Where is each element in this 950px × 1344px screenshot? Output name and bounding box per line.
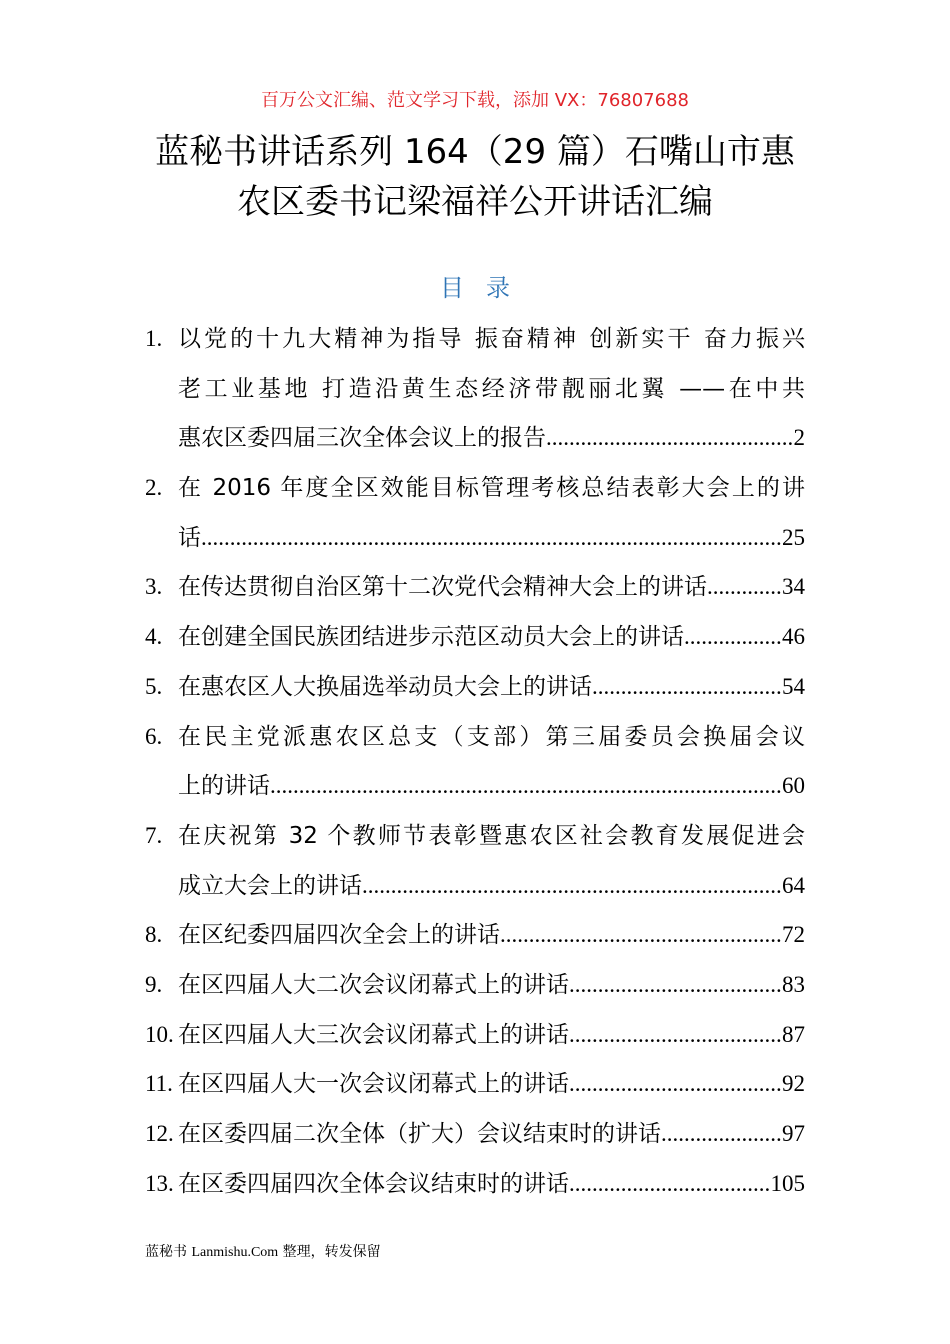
toc-entry-text [178, 666, 805, 716]
toc-entry-number [145, 765, 178, 815]
dot-leader [592, 666, 782, 716]
toc-entry-title: 在民主党派惠农区总支（支部）第三届委员会换届会议 [178, 723, 805, 750]
toc-entry-text [178, 566, 805, 616]
toc-entry-line[interactable] [145, 914, 805, 964]
toc-entry-text [178, 1063, 805, 1113]
toc-entry-title: 上的讲话 [178, 773, 270, 800]
toc-entry-text [178, 914, 805, 964]
toc-entry-text [178, 1113, 805, 1163]
toc-page-number: 34 [782, 574, 805, 600]
toc-entry-line[interactable] [145, 467, 805, 517]
toc-entry-title: 在创建全国民族团结进步示范区动员大会上的讲话 [178, 624, 684, 651]
toc-entry-title: 在惠农区人大换届选举动员大会上的讲话 [178, 673, 592, 700]
toc-entry-title: 在区四届人大二次会议闭幕式上的讲话 [178, 971, 569, 998]
toc-entry-number: 13. [145, 1170, 174, 1196]
toc-entry-number [145, 865, 178, 915]
footer-note: 整理，转发保留 [278, 1244, 381, 1260]
toc-page-number: 83 [782, 971, 805, 997]
toc-entry-number: 4. [145, 624, 163, 650]
toc-page-number: 2 [793, 425, 805, 451]
toc-entry-line[interactable] [145, 1113, 805, 1163]
toc-entry-number [145, 417, 178, 467]
dot-leader [684, 616, 782, 666]
toc-entry-number [145, 517, 178, 567]
toc-entry-title: 以党的十九大精神为指导 振奋精神 创新实干 奋力振兴 [178, 326, 805, 352]
toc-entry-line[interactable] [145, 964, 805, 1014]
toc-heading: 目录 [440, 274, 532, 302]
toc-entry-line[interactable] [145, 815, 805, 865]
toc-entry-title: 在区委四届二次全体（扩大）会议结束时的讲话 [178, 1121, 661, 1147]
dot-leader [569, 1063, 782, 1113]
toc-entry-text [178, 1163, 805, 1213]
toc-entry-number: 5. [145, 673, 163, 699]
toc-entry-line[interactable] [145, 865, 805, 915]
toc-entry-number: 7. [145, 822, 163, 848]
toc-page-number: 64 [782, 872, 805, 898]
dot-leader [661, 1113, 782, 1163]
toc-entry-text [178, 815, 805, 865]
toc-entry-text [178, 467, 805, 517]
toc-entry-line[interactable] [145, 318, 805, 368]
toc-entry-number: 10. [145, 1021, 174, 1047]
toc-entry-number: 8. [145, 922, 163, 948]
toc-entry-line[interactable] [145, 666, 805, 716]
toc-entry-text [178, 1014, 805, 1064]
toc-page-number: 87 [782, 1021, 805, 1047]
table-of-contents [145, 318, 805, 1212]
toc-entry-text [178, 517, 805, 567]
toc-entry-title: 在区四届人大一次会议闭幕式上的讲话 [178, 1071, 569, 1098]
dot-leader [546, 417, 794, 467]
toc-page-number: 92 [782, 1071, 805, 1097]
toc-entry-line[interactable] [145, 368, 805, 418]
toc-entry-text [178, 765, 805, 815]
toc-entry-line[interactable] [145, 716, 805, 766]
toc-entry-title: 在区纪委四届四次全会上的讲话 [178, 922, 500, 949]
dot-leader [362, 865, 782, 915]
toc-entry-line[interactable] [145, 765, 805, 815]
toc-entry-title: 在区委四届四次全体会议结束时的讲话 [178, 1170, 569, 1197]
toc-entry-line[interactable] [145, 1063, 805, 1113]
toc-entry-line[interactable] [145, 1163, 805, 1213]
toc-page-number: 54 [782, 673, 805, 699]
footer-site: Lanmishu.Com [191, 1245, 279, 1260]
dot-leader [569, 1163, 771, 1213]
dot-leader [569, 964, 782, 1014]
toc-entry-text [178, 318, 805, 368]
toc-page-number: 46 [782, 624, 805, 650]
toc-entry-number: 6. [145, 723, 163, 749]
dot-leader [270, 765, 782, 815]
toc-page-number: 97 [782, 1121, 805, 1146]
document-title-line-1: 蓝秘书讲话系列 164（29 篇）石嘴山市惠 [155, 132, 795, 172]
promo-banner: 百万公文汇编、范文学习下载，添加 VX：76807688 [261, 90, 689, 111]
toc-entry-line[interactable] [145, 616, 805, 666]
toc-entry-title: 成立大会上的讲话 [178, 872, 362, 899]
toc-entry-text [178, 716, 805, 766]
dot-leader [569, 1014, 782, 1064]
toc-entry-number [145, 368, 178, 418]
footer-text: 蓝秘书 [145, 1244, 192, 1260]
toc-entry-title: 在传达贯彻自治区第十二次党代会精神大会上的讲话 [178, 574, 707, 601]
toc-entry-title: 惠农区委四届三次全体会议上的报告 [178, 425, 546, 452]
toc-entry-text [178, 964, 805, 1014]
toc-entry-line[interactable] [145, 517, 805, 567]
toc-entry-number: 2. [145, 475, 163, 501]
toc-entry-line[interactable] [145, 417, 805, 467]
toc-entry-number: 3. [145, 574, 163, 600]
toc-entry-title: 老工业基地 打造沿黄生态经济带靓丽北翼 ——在中共 [178, 375, 805, 402]
toc-entry-line[interactable] [145, 566, 805, 616]
toc-entry-title: 在庆祝第 32 个教师节表彰暨惠农区社会教育发展促进会 [178, 822, 805, 849]
toc-entry-text [178, 865, 805, 915]
dot-leader [707, 566, 782, 616]
toc-page-number: 105 [770, 1170, 805, 1196]
toc-page-number: 60 [782, 773, 805, 799]
toc-entry-title: 在区四届人大三次会议闭幕式上的讲话 [178, 1021, 569, 1048]
toc-page-number: 72 [782, 922, 805, 948]
dot-leader [201, 517, 782, 567]
dot-leader [500, 914, 782, 964]
toc-entry-number: 11. [145, 1071, 173, 1097]
toc-entry-text [178, 368, 805, 418]
toc-entry-text [178, 616, 805, 666]
toc-entry-number: 12. [145, 1121, 174, 1146]
toc-entry-number: 9. [145, 971, 163, 997]
toc-entry-line[interactable] [145, 1014, 805, 1064]
footer [145, 1241, 381, 1261]
toc-entry-text [178, 417, 805, 467]
toc-page-number: 25 [782, 524, 805, 550]
document-title-line-2: 农区委书记梁福祥公开讲话汇编 [237, 182, 713, 222]
toc-entry-number: 1. [145, 326, 163, 351]
toc-entry-title: 话 [178, 524, 201, 551]
toc-entry-title: 在 2016 年度全区效能目标管理考核总结表彰大会上的讲 [178, 475, 805, 502]
